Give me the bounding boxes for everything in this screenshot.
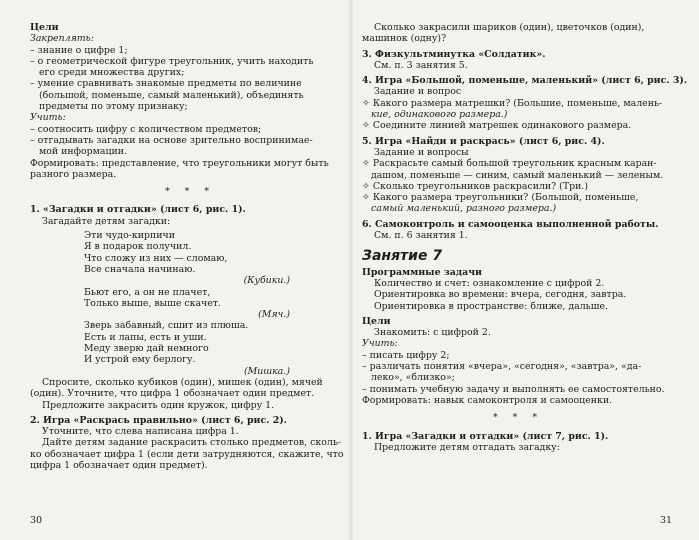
left-text-line: Что сложу из них — сломаю, <box>84 252 228 264</box>
left-page <box>30 22 350 471</box>
right-text-line: 4. Игра «Большой, поменьше, маленький» (лист 6, рис. 3). <box>362 75 688 87</box>
left-text-line: Есть и лапы, есть и уши. <box>84 331 207 343</box>
right-text-line: См. п. 3 занятия 5. <box>374 59 468 71</box>
right-text-line: дашом, поменьше — синим, самый маленький — зеленым. <box>362 169 664 181</box>
right-text-line: Ориентировка в пространстве: ближе, дальше. <box>374 300 608 312</box>
right-text-line: Формировать: навык самоконтроля и самооценки. <box>362 394 613 406</box>
right-text-line: 5. Игра «Найди и раскрась» (лист 6, рис. 4). <box>362 135 605 147</box>
right-text-line: 3. Физкультминутка «Солдатик». <box>362 48 546 60</box>
left-text-line: Дайте детям задание раскрасить столько предметов, сколь- <box>42 437 342 449</box>
right-text-line: Программные задачи <box>362 266 483 278</box>
right-text-line: 1. Игра «Загадки и отгадки» (лист 7, рис. 1). <box>362 430 609 442</box>
left-text-line: цифра 1 обозначает один предмет). <box>30 459 208 471</box>
left-text-line: (Мяч.) <box>258 309 290 321</box>
left-text-line: Зверь забавный, сшит из плюша. <box>84 320 249 332</box>
left-text-line: * * * <box>164 186 216 198</box>
left-text-line: 2. Игра «Раскрась правильно» (лист 6, рис. 2). <box>30 414 287 426</box>
left-text-line: Бьют его, а он не плачет, <box>84 286 211 298</box>
right-text-line: машинок (одну)? <box>362 33 447 45</box>
left-text-line: его среди множества других; <box>30 67 185 79</box>
left-text-line: Цели <box>30 22 59 33</box>
left-text-line: мой информации. <box>30 146 127 158</box>
left-text-line: – соотносить цифру с количеством предметов; <box>30 123 262 135</box>
left-text-line: Предложите закрасить один кружок, цифру 1. <box>42 399 275 411</box>
left-text-line: (Кубики.) <box>243 275 290 287</box>
right-text-line: Задание и вопрос <box>374 86 462 98</box>
right-text-line: самый маленький, разного размера.) <box>362 203 557 215</box>
right-text-line: – различать понятия «вчера», «сегодня», «завтра», «да- <box>362 361 642 373</box>
right-text-line: Занятие 7 <box>362 248 443 265</box>
left-text-line: – умение сравнивать знакомые предметы по величине <box>30 78 302 90</box>
right-text-line: Знакомить: с цифрой 2. <box>374 327 491 339</box>
right-page <box>362 22 688 453</box>
left-text-line: – отгадывать загадки на основе зрительно воспринимае- <box>30 134 313 146</box>
right-text-line: ✧ Какого размера треугольники? (Большой, поменьше, <box>362 192 639 204</box>
right-text-line: Учить: <box>362 338 398 350</box>
right-text-line: Задание и вопросы <box>374 146 469 158</box>
right-text-line: ✧ Какого размера матрешки? (Большие, поменьше, малень- <box>362 97 663 109</box>
right-text-line: 6. Самоконтроль и самооценка выполненной работы. <box>362 218 659 230</box>
right-text-line: Сколько закрасили шариков (один), цветочков (один), <box>374 22 645 33</box>
left-text-line: Эти чудо-кирпичи <box>84 230 175 242</box>
left-text-line: разного размера. <box>30 168 117 180</box>
left-text-line: Учить: <box>30 112 66 124</box>
page-number-right: 31 <box>660 515 673 526</box>
left-text-line: Все сначала начинаю. <box>84 263 196 275</box>
left-text-line: И устрой ему берлогу. <box>84 354 196 366</box>
left-text-line: Только выше, выше скачет. <box>84 297 221 309</box>
left-text-line: Меду зверю дай немного <box>84 343 209 355</box>
left-text-line: Закреплять: <box>30 33 94 45</box>
left-text-line: Загадайте детям загадки: <box>42 215 171 227</box>
right-text-line: Количество и счет: ознакомление с цифрой 2. <box>374 277 605 289</box>
left-text-line: (один). Уточните, что цифра 1 обозначает один предмет. <box>30 388 315 400</box>
right-text-line: кие, одинакового размера.) <box>362 109 508 121</box>
left-text-line: предметы по этому признаку; <box>30 101 188 113</box>
right-text-line: * * * <box>492 412 544 424</box>
left-text-line: (большой, поменьше, самый маленький), объединять <box>30 89 304 101</box>
left-text-line: – о геометрической фигуре треугольник, учить находить <box>30 55 314 67</box>
left-text-line: Спросите, сколько кубиков (один), мишек (один), мячей <box>42 376 323 388</box>
right-text-line: Ориентировка во времени: вчера, сегодня, завтра. <box>374 289 627 301</box>
left-text-line: – знание о цифре 1; <box>30 44 128 56</box>
right-text-line: – писать цифру 2; <box>362 349 450 361</box>
right-text-line: ✧ Сколько треугольников раскрасили? (Три.) <box>362 180 588 192</box>
left-text-line: Я в подарок получил. <box>84 241 192 253</box>
left-text-line: ко обозначает цифра 1 (если дети затрудняются, скажите, что <box>30 448 344 460</box>
right-text-line: См. п. 6 занятия 1. <box>374 230 468 242</box>
right-text-line: ✧ Раскрасьте самый большой треугольник красным каран- <box>362 158 657 170</box>
left-text-line: 1. «Загадки и отгадки» (лист 6, рис. 1). <box>30 204 246 216</box>
left-text-line: (Мишка.) <box>243 365 290 377</box>
left-text-line: Уточните, что слева написана цифра 1. <box>42 426 239 438</box>
page-number-left: 30 <box>30 515 43 526</box>
right-text-line: – понимать учебную задачу и выполнять ее самостоятельно. <box>362 383 665 395</box>
right-text-line: леко», «близко»; <box>362 372 455 384</box>
left-text-line: Формировать: представление, что треугольники могут быть <box>30 157 329 169</box>
right-text-line: ✧ Соедините линией матрешек одинакового размера. <box>362 120 632 132</box>
right-text-line: Цели <box>362 315 391 327</box>
right-text-line: Предложите детям отгадать загадку: <box>374 441 560 453</box>
